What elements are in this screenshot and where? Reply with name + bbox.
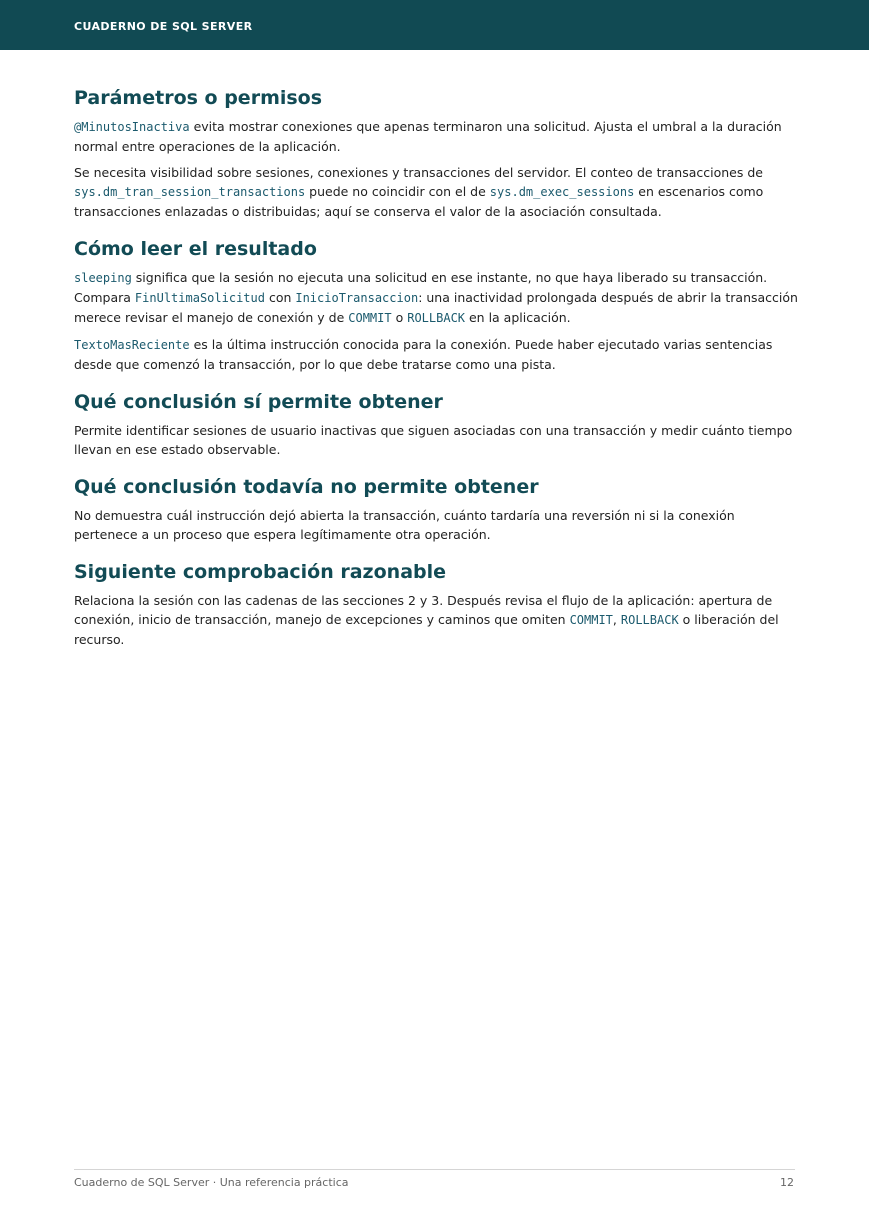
text-span: en escenarios como transacciones enlazadas o distribuidas; aquí se conserva el valor de la asociación consultada.	[74, 184, 764, 219]
paragraph	[74, 163, 798, 221]
section-heading-conclusion-no: Qué conclusión todavía no permite obtener	[74, 476, 539, 498]
code-span: sys.dm_tran_session_transactions	[74, 185, 306, 199]
text-span: Permite identificar sesiones de usuario inactivas que siguen asociadas con una transacción y medir cuánto tiempo llevan en ese estado observable.	[74, 423, 793, 457]
text-span: No demuestra cuál instrucción dejó abierta la transacción, cuánto tardaría una reversión ni si la conexión pertenece a un proceso que espera legítimamente otra operación.	[74, 508, 735, 542]
footer-title: Cuaderno de SQL Server · Una referencia práctica	[74, 1176, 349, 1189]
paragraph	[74, 506, 798, 544]
text-span: o liberación del recurso.	[74, 612, 779, 647]
code-span: FinUltimaSolicitud	[134, 291, 265, 305]
header-title: CUADERNO DE SQL SERVER	[74, 20, 253, 33]
code-span: sleeping	[74, 271, 132, 285]
section-heading-conclusion-si: Qué conclusión sí permite obtener	[74, 391, 443, 413]
paragraph	[74, 335, 798, 374]
code-span: COMMIT	[569, 613, 613, 627]
text-span: o	[391, 310, 408, 325]
footer-divider	[74, 1169, 795, 1170]
text-span: en la aplicación.	[465, 310, 571, 325]
code-span: ROLLBACK	[407, 311, 466, 325]
main-content	[74, 86, 798, 656]
paragraph	[74, 268, 798, 328]
paragraph	[74, 421, 798, 459]
section-heading-como-leer: Cómo leer el resultado	[74, 238, 317, 260]
text-span: significa que la sesión no ejecuta una solicitud en ese instante, no que haya liberado su transacción. Compara	[74, 270, 768, 305]
page-number: 12	[780, 1176, 794, 1189]
paragraph	[74, 117, 798, 156]
code-span: @MinutosInactiva	[74, 120, 190, 134]
code-span: TextoMasReciente	[74, 338, 190, 352]
text-span: Relaciona la sesión con las cadenas de las secciones 2 y 3. Después revisa el flujo de la aplicación: apertura de conexión, inicio de transacción, manejo de excepciones y caminos que omiten	[74, 593, 773, 627]
text-span: puede no coincidir con el de	[305, 184, 490, 199]
code-span: sys.dm_exec_sessions	[489, 185, 635, 199]
text-span: evita mostrar conexiones que apenas terminaron una solicitud. Ajusta el umbral a la duración normal entre operaciones de la aplicación.	[74, 119, 782, 154]
code-span: COMMIT	[348, 311, 392, 325]
code-span: InicioTransaccion	[295, 291, 419, 305]
paragraph	[74, 591, 798, 649]
text-span: Se necesita visibilidad sobre sesiones, conexiones y transacciones del servidor. El conteo de transacciones de	[74, 165, 763, 180]
text-span: es la última instrucción conocida para la conexión. Puede haber ejecutado varias sentencias desde que comenzó la transacción, por lo que debe tratarse como una pista.	[74, 337, 773, 372]
header-bar	[0, 0, 869, 50]
text-span: : una inactividad prolongada después de abrir la transacción merece revisar el manejo de conexión y de	[74, 290, 798, 325]
text-span: ,	[612, 612, 621, 627]
text-span: con	[264, 290, 296, 305]
section-heading-parametros: Parámetros o permisos	[74, 87, 323, 109]
section-heading-siguiente: Siguiente comprobación razonable	[74, 561, 447, 583]
code-span: ROLLBACK	[620, 613, 679, 627]
